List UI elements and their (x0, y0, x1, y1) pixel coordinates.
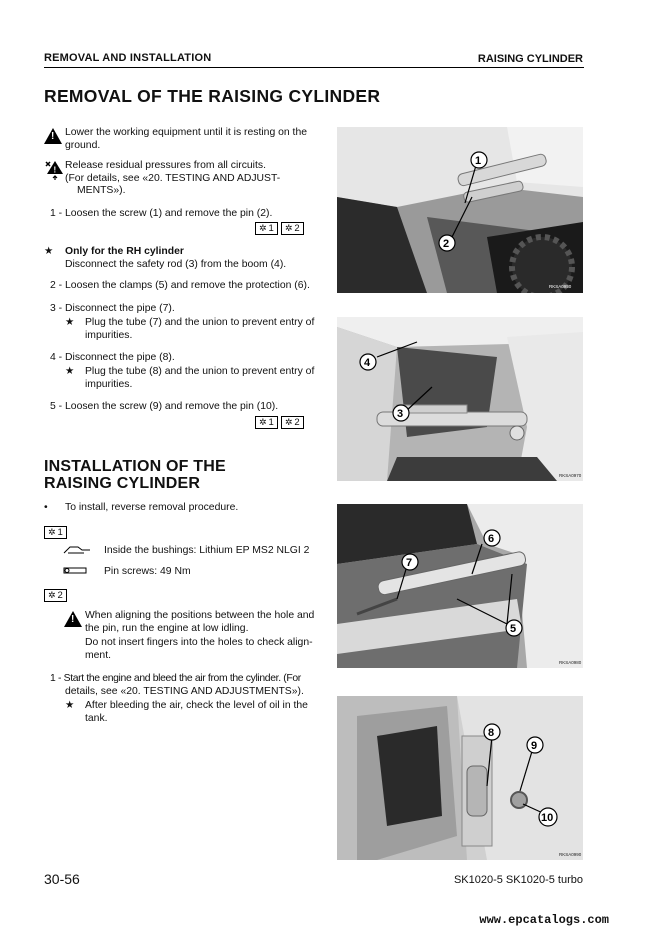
photo-4-callout-9: 9 (531, 740, 538, 752)
star-bullet-icon: ★ (65, 317, 75, 328)
photo-3 (337, 504, 583, 668)
photo-1 (337, 127, 583, 293)
rh-title: Only for the RH cylinder (65, 246, 184, 257)
removal-step-5: 5 - Loosen the screw (9) and remove the pin (10). (50, 401, 279, 412)
grease-gun-icon (62, 543, 92, 557)
ref-box: ✲ 2 (44, 589, 67, 602)
header-topic: RAISING CYLINDER (477, 53, 583, 65)
install-step-1-note-2: tank. (85, 713, 108, 724)
torque-wrench-icon (62, 564, 90, 576)
install-warning-line-2: the pin, run the engine at low idling. (85, 623, 249, 634)
page-number: 30-56 (44, 871, 80, 887)
star-icon: ✲ (284, 223, 293, 233)
bullet-dot: • (44, 502, 48, 513)
star-icon: ✲ (48, 590, 56, 600)
step-3-note-line-1: Plug the tube (7) and the union to prevent entry of (85, 317, 315, 328)
star-icon: ✲ (259, 223, 267, 233)
installation-bullet: To install, reverse removal procedure. (65, 502, 239, 513)
step-4-note-line-1: Plug the tube (8) and the union to prevent entry of (85, 366, 315, 377)
star-bullet-icon: ★ (65, 700, 75, 711)
removal-title: REMOVAL OF THE RAISING CYLINDER (44, 86, 381, 106)
photo-3-callout-5: 5 (510, 623, 517, 635)
removal-step-1: 1 - Loosen the screw (1) and remove the pin (2). (50, 208, 273, 219)
ref-box: ✲ 1 (255, 222, 278, 235)
warning-triangle-icon (44, 128, 62, 144)
photo-2-code: RKSA0970 (559, 473, 582, 478)
removal-warning-2-line-3: MENTS»). (77, 185, 126, 196)
install-step-1-line-2: details, see «20. TESTING AND ADJUSTMENTS»). (65, 686, 304, 697)
header-rule (44, 67, 584, 68)
ref-box: ✲ 2 (281, 222, 304, 235)
photo-2-callout-3: 3 (397, 408, 404, 420)
removal-warning-1-line-1: Lower the working equipment until it is resting on the (65, 127, 308, 138)
install-step-1-line-1: 1 - Start the engine and bleed the air from the cylinder. (For (50, 673, 301, 684)
rh-text: Disconnect the safety rod (3) from the boom (4). (65, 259, 287, 270)
header-section: REMOVAL AND INSTALLATION (44, 52, 212, 64)
photo-4 (337, 696, 583, 860)
photo-4-code: RKSA0990 (559, 852, 582, 857)
star-bullet-icon: ★ (65, 366, 75, 377)
ref-box: ✲ 2 (281, 416, 304, 429)
install-ref-1 (44, 526, 67, 539)
removal-warning-1-line-2: ground. (65, 140, 101, 151)
star-icon: ✲ (48, 527, 56, 537)
removal-refs-2 (255, 416, 304, 429)
removal-step-4: 4 - Disconnect the pipe (8). (50, 352, 175, 363)
photo-2-callout-4: 4 (364, 357, 371, 369)
star-icon: ✲ (259, 417, 267, 427)
ref-box: ✲ 1 (255, 416, 278, 429)
model-label: SK1020-5 SK1020-5 turbo (453, 874, 583, 886)
photo-3-code: RKSA0980 (559, 660, 582, 665)
install-warning-line-4: ment. (85, 650, 111, 661)
removal-step-3: 3 - Disconnect the pipe (7). (50, 303, 175, 314)
ref-box: ✲ 1 (44, 526, 67, 539)
removal-refs-1 (255, 222, 304, 235)
photo-4-callout-10: 10 (541, 812, 554, 824)
removal-step-2: 2 - Loosen the clamps (5) and remove the protection (6). (50, 280, 310, 291)
install-ref-2 (44, 589, 67, 602)
warning-triangle-icon (64, 611, 82, 627)
step-3-note-line-2: impurities. (85, 330, 133, 341)
torque-spec: Pin screws: 49 Nm (104, 566, 191, 577)
pressure-release-icon (44, 159, 64, 181)
photo-2 (337, 317, 583, 481)
installation-title: INSTALLATION OF THE RAISING CYLINDER (44, 458, 226, 492)
install-warning-line-1: When aligning the positions between the hole and (85, 610, 315, 621)
star-icon: ✲ (284, 417, 293, 427)
removal-warning-2-line-2: (For details, see «20. TESTING AND ADJUST- (65, 173, 281, 184)
star-bullet-icon: ★ (44, 246, 54, 257)
photo-3-callout-7: 7 (406, 557, 413, 569)
watermark-url[interactable]: www.epcatalogs.com (479, 913, 609, 927)
svg-text:!: ! (53, 165, 57, 175)
install-warning-line-3: Do not insert fingers into the holes to check align- (85, 637, 313, 648)
photo-1-callout-2: 2 (443, 238, 450, 250)
install-step-1-note-1: After bleeding the air, check the level of oil in the (85, 700, 308, 711)
removal-warning-2-line-1: Release residual pressures from all circuits. (65, 160, 266, 171)
photo-1-code: RKSA0950 (549, 284, 572, 289)
step-4-note-line-2: impurities. (85, 379, 133, 390)
photo-1-callout-1: 1 (475, 155, 482, 167)
photo-3-callout-6: 6 (488, 533, 495, 545)
photo-4-callout-8: 8 (488, 727, 495, 739)
grease-spec: Inside the bushings: Lithium EP MS2 NLGI 2 (104, 545, 310, 556)
